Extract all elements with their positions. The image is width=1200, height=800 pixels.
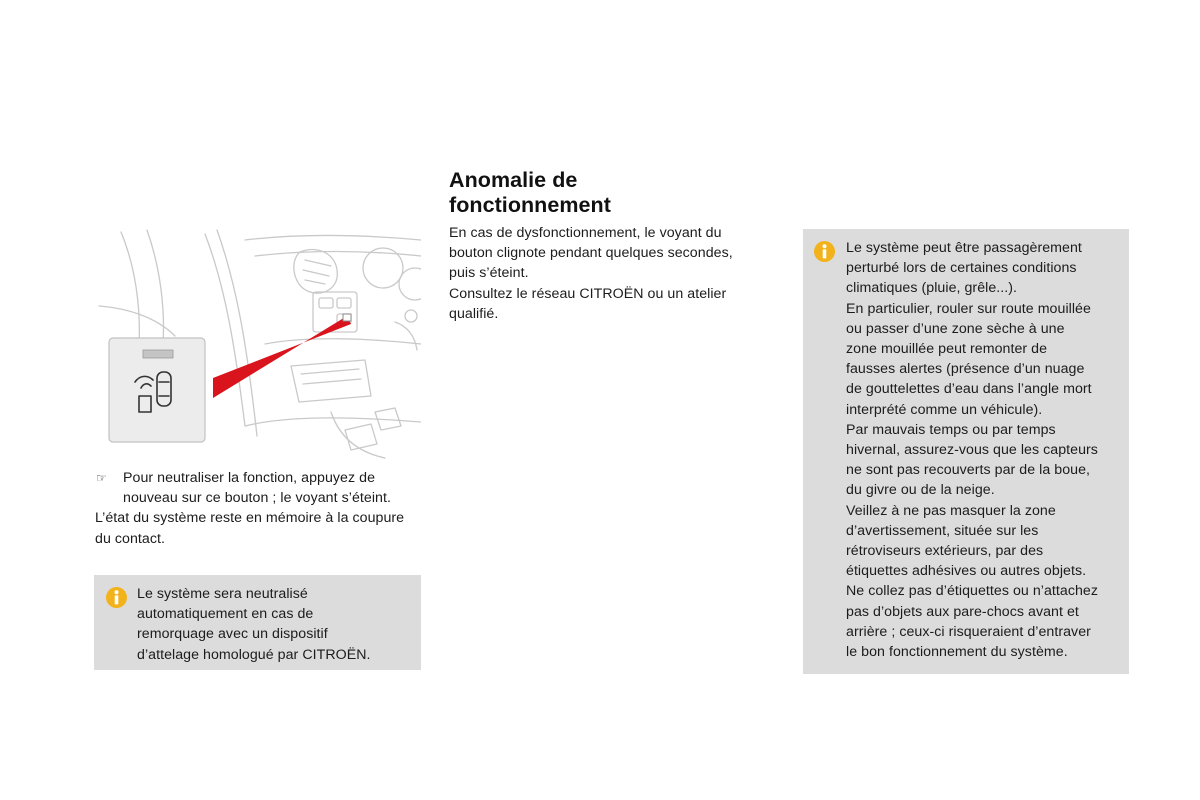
info-line: Le système peut être passagèrement xyxy=(846,240,1082,256)
info-line: ne sont pas recouverts par de la boue, xyxy=(846,462,1091,479)
info-line: interprété comme un véhicule). xyxy=(846,401,1043,418)
info-line: fausses alertes (présence d’un nuage xyxy=(846,361,1085,378)
info-line: de gouttelettes d’eau dans l’angle mort xyxy=(846,381,1092,398)
neutralize-instructions xyxy=(95,468,415,549)
text-line: puis s’éteint. xyxy=(449,265,529,282)
bullet-item xyxy=(95,468,415,508)
info-line: automatiquement en cas de xyxy=(137,606,314,623)
heading-line: fonctionnement xyxy=(449,193,611,217)
text-line: qualifié. xyxy=(449,305,499,322)
info-line: hivernal, assurez-vous que les capteurs xyxy=(846,442,1098,459)
info-line: Veillez à ne pas masquer la zone xyxy=(846,502,1056,519)
weather-info-text xyxy=(846,238,1121,662)
pointing-hand-icon: ☞ xyxy=(96,471,107,485)
info-line: rétroviseurs extérieurs, par des xyxy=(846,543,1044,560)
towing-info-box xyxy=(94,575,421,670)
text-line: Consultez le réseau CITROËN ou un atelier xyxy=(449,285,727,302)
dashboard-illustration xyxy=(95,226,421,462)
towing-info-text xyxy=(137,584,411,665)
info-line: Ne collez pas d’étiquettes ou n’attachez xyxy=(846,583,1099,600)
bullet-text: Pour neutraliser la fonction, appuyez de nouveau sur ce bouton ; le voyant s’éteint. xyxy=(123,470,391,507)
info-line: perturbé lors de certaines conditions xyxy=(846,260,1077,277)
weather-info-box xyxy=(803,229,1129,674)
malfunction-section xyxy=(449,168,779,324)
heading-line: Anomalie de xyxy=(449,168,578,192)
info-line: étiquettes adhésives ou autres objets. xyxy=(846,563,1087,580)
malfunction-text xyxy=(449,223,779,324)
info-line: ou passer d’une zone sèche à une xyxy=(846,320,1065,337)
info-line: En particulier, rouler sur route mouillée xyxy=(846,300,1091,317)
info-line: zone mouillée peut remonter de xyxy=(846,341,1048,358)
text-line: bouton clignote pendant quelques secondes, xyxy=(449,245,733,262)
info-icon xyxy=(814,241,835,262)
info-line: Le système sera neutralisé xyxy=(137,586,308,602)
text-line: En cas de dysfonctionnement, le voyant du xyxy=(449,225,722,241)
info-line: pas d’objets aux pare-chocs avant et xyxy=(846,603,1079,620)
info-line: d’avertissement, située sur les xyxy=(846,522,1039,539)
info-icon xyxy=(106,587,127,608)
info-line: climatiques (pluie, grêle...). xyxy=(846,280,1018,297)
memory-note: L’état du système reste en mémoire à la coupure du contact. xyxy=(95,510,405,547)
info-line: du givre ou de la neige. xyxy=(846,482,995,499)
info-line: remorquage avec un dispositif xyxy=(137,626,328,643)
info-line: d’attelage homologué par CITROËN. xyxy=(137,646,371,663)
info-line: Par mauvais temps ou par temps xyxy=(846,421,1056,438)
section-heading xyxy=(449,168,779,218)
info-line: le bon fonctionnement du système. xyxy=(846,644,1068,661)
info-line: arrière ; ceux-ci risqueraient d’entraver xyxy=(846,623,1091,640)
